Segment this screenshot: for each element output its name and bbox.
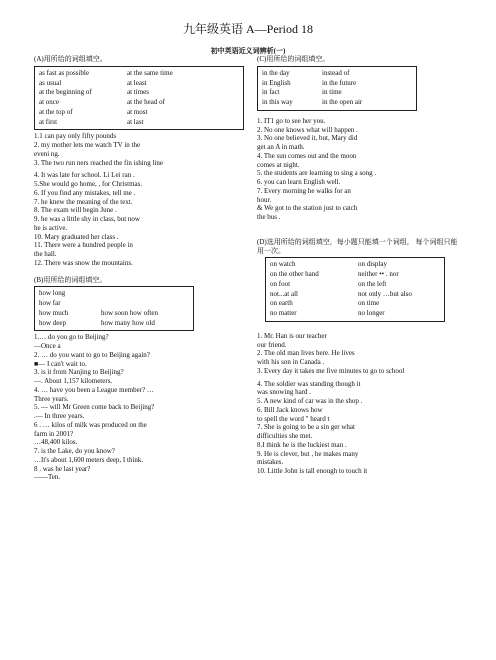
word-row — [39, 118, 239, 127]
question-line: 8 . was he last year? — [34, 464, 91, 473]
word-term: as usual — [39, 78, 62, 87]
page-subtitle: 初中英语近义词辨析(一) — [210, 47, 286, 55]
question-line: he is active. — [34, 223, 68, 232]
question-line: the bus . — [257, 213, 281, 221]
word-term: in the open air — [322, 98, 363, 106]
question-line: was snowing hard . — [257, 388, 312, 397]
word-term: how deep — [39, 318, 67, 327]
word-row — [39, 319, 189, 328]
question-line: 4. The soldier was standing though it — [257, 379, 361, 388]
question-line: 4. The sun comes out and the moon — [257, 151, 357, 160]
question-line: 6. Bill Jack knows how — [257, 405, 323, 414]
word-term: how far — [39, 299, 61, 307]
word-term: not only …but also — [358, 289, 412, 298]
word-term: as fast as possible — [39, 68, 89, 77]
page-title: 九年级英语 A—Period 18 — [183, 22, 313, 36]
question-line: 3. is it from Nanjing to Beijing? — [34, 368, 124, 377]
question-line: 10. Mary graduated her class . — [34, 232, 119, 241]
question-line: 1.1 can pay only fifty pounds — [34, 132, 117, 141]
question-line: —. About 1,157 kilometers. — [34, 377, 113, 385]
word-term: at the beginning of — [39, 88, 92, 97]
word-term: in fact — [262, 88, 280, 97]
question-line: 12. There was snow the mountains. — [34, 258, 133, 267]
question-line: 7. is the Lake, do you know? — [34, 447, 115, 455]
word-row — [262, 98, 412, 107]
section-b-questions — [34, 333, 244, 482]
question-line: farm in 2001? — [34, 429, 74, 438]
word-term: at the top of — [39, 107, 73, 116]
word-row — [39, 98, 239, 107]
question-line: 1. IT1 go to see her you. — [257, 116, 326, 125]
question-line: the hall. — [34, 250, 57, 258]
question-line: 8.I think he is the luckiest man . — [257, 440, 347, 449]
question-line: 9. He is clever, but , he makes many — [257, 449, 359, 458]
word-term: no longer — [358, 309, 385, 317]
word-term: on earth — [270, 299, 293, 308]
question-line: difficulties she met. — [257, 432, 313, 440]
question-line: 4. … have you been a League member? … — [34, 385, 154, 394]
question-line: mistakes. — [257, 458, 284, 467]
question-line: to spell the word " heard t — [257, 414, 330, 423]
word-term: how many how old — [101, 318, 155, 327]
question-line: 8. The exam will begin June . — [34, 206, 117, 215]
word-term: how long — [39, 289, 66, 298]
question-line: 2. my mother lets me watch TV in the — [34, 141, 141, 149]
question-line: 2. No one knows what will happen . — [257, 125, 358, 134]
question-line: 5. A new kind of car was in the shop . — [257, 397, 363, 405]
word-term: on foot — [270, 279, 291, 288]
word-row — [39, 309, 189, 318]
word-row — [39, 299, 189, 308]
word-row — [39, 289, 189, 298]
word-term: instead of — [322, 68, 350, 77]
section-c-heading: (C)用所给的词组填空。 — [257, 55, 330, 63]
question-line: 6. If you find any mistakes, tell me . — [34, 188, 136, 197]
word-term: on watch — [270, 260, 296, 269]
word-term: in this way — [262, 98, 293, 106]
question-line: …It's about 1,600 meters deep, I think. — [34, 455, 144, 464]
section-d-word-box — [265, 257, 445, 322]
word-row — [39, 79, 239, 88]
question-line: 2. … do you want to go to Beijing again? — [34, 350, 150, 359]
word-term: at last — [127, 117, 144, 126]
left-column — [34, 55, 244, 482]
question-line: …48,400 kilos. — [34, 438, 78, 447]
question-line: 1.… do you go to Beijing? — [34, 333, 109, 342]
word-term: on the other hand — [270, 270, 319, 278]
question-line: our friend. — [257, 340, 287, 349]
word-row — [270, 260, 440, 269]
question-line: .— In three years. — [34, 412, 85, 420]
section-a-questions — [34, 132, 244, 267]
word-row — [270, 290, 440, 299]
word-term: at most — [127, 107, 148, 116]
word-term: in English — [262, 78, 291, 87]
section-d-questions — [257, 332, 462, 476]
question-line: 6. you can learn English well. — [257, 178, 341, 186]
section-a-word-box — [34, 66, 244, 131]
question-line: 10. Little John is tall enough to touch it — [257, 467, 368, 475]
word-term: at once — [39, 98, 60, 106]
question-line: 7. he knew the meaning of the text. — [34, 197, 133, 206]
word-term: at first — [39, 117, 58, 126]
word-term: neither •• . nor — [358, 270, 399, 278]
question-line: & We got to the station just to catch — [257, 204, 358, 213]
section-c-questions — [257, 117, 462, 222]
word-term: no matter — [270, 309, 297, 317]
word-term: on time — [358, 299, 380, 308]
question-line: get an A in math. — [257, 143, 305, 151]
question-line: 3. The two run ners reached the fin ishing line — [34, 158, 163, 167]
section-c-word-box — [257, 66, 417, 111]
question-line: 6 . … kilos of milk was produced on the — [34, 420, 147, 429]
word-row — [270, 270, 440, 279]
question-line: comes at night. — [257, 160, 300, 169]
word-row — [270, 299, 440, 308]
word-term: how much — [39, 308, 69, 317]
word-term: in the day — [262, 68, 290, 77]
question-line: eveni ng. — [34, 149, 60, 158]
question-line: 7. She is going to be a sin ger what — [257, 423, 355, 432]
word-term: on display — [358, 260, 387, 269]
question-line: —Once a — [34, 342, 61, 350]
question-line: 3. Every day it takes me five minutes to go to school — [257, 366, 405, 375]
word-term: on the left — [358, 279, 387, 288]
question-line: 2. The old man lives here. He lives — [257, 349, 355, 358]
word-row — [39, 108, 239, 117]
question-line: hour. — [257, 195, 272, 204]
word-term: not...at all — [270, 289, 298, 298]
question-line: 1. Mr. Han is our teacher — [257, 331, 327, 340]
question-line: 11. There were a hundred people in — [34, 241, 133, 250]
word-row — [270, 280, 440, 289]
question-line: 7. Every morning he walks for an — [257, 186, 351, 195]
question-line: with his son in Canada . — [257, 358, 325, 366]
section-b-heading: (B)用所给的词组填空。 — [34, 275, 107, 284]
word-term: in time — [322, 88, 342, 97]
question-line: 5. — will Mr Green come back to Beijing? — [34, 403, 155, 412]
section-b-word-box — [34, 286, 194, 331]
word-row — [262, 69, 412, 78]
right-column — [257, 55, 462, 476]
word-term: at the head of — [127, 98, 165, 106]
question-line: 4. It was late for school. Li Lei ran . — [34, 171, 135, 180]
word-row — [262, 88, 412, 97]
question-line: 9. he was a little shy in class, but now — [34, 215, 140, 223]
word-term: in the future — [322, 78, 357, 87]
question-line: 3. No one believed it, but, Mary did — [257, 134, 358, 143]
word-term: at least — [127, 78, 147, 87]
word-term: at the same time — [127, 68, 173, 77]
question-line: ■— I can't wait to. — [34, 359, 87, 368]
question-line: 5. the students are learning to sing a song . — [257, 169, 377, 178]
word-row — [39, 69, 239, 78]
word-row — [270, 309, 440, 318]
word-term: how soon how often — [101, 308, 158, 317]
question-line: 5.She would go home, , for Christmas. — [34, 180, 143, 188]
section-d-heading: (D)选用所给的词组填空，每小题只能填一个词组， 每个词组只能用一次。 — [257, 237, 458, 255]
word-row — [262, 79, 412, 88]
word-row — [39, 88, 239, 97]
word-term: at times — [127, 88, 149, 97]
question-line: Three years. — [34, 394, 69, 403]
section-a-heading: (A)用所给的词组填空。 — [34, 55, 107, 63]
question-line: ——Ten. — [34, 473, 61, 482]
